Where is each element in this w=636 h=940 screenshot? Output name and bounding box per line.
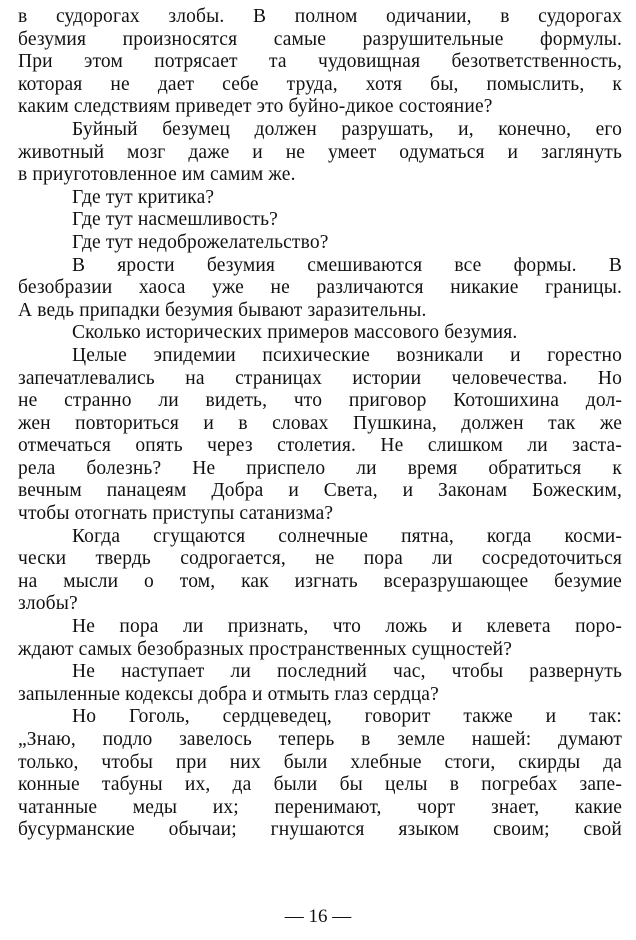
text-line: которая не дает себе труда, хотя бы, помыслить, к [18,73,622,95]
paragraph [18,119,622,187]
paragraph [18,616,622,661]
text-line: При этом потрясает та чудовищная безответственность, [18,51,622,73]
text-line: Но Гоголь, сердцеведец, говорит также и так: [72,706,622,728]
paragraph [18,345,622,526]
text-line: Сколько исторических примеров массового безумия. [72,322,518,344]
text-line: чески твердь содрогается, не пора ли сосредоточиться [18,548,622,570]
text-line: Когда сгущаются солнечные пятна, когда косми- [72,525,622,547]
text-line: вечным панацеям Добра и Света, и Законам Божеским, [18,480,622,502]
text-line: не странно ли видеть, что приговор Котошихина дол- [18,390,622,412]
text-line: на мысли о том, как изгнать всеразрушающее безумие [18,570,622,592]
page-body [18,6,622,842]
paragraph [18,661,622,706]
text-line: рела болезнь? Не приспело ли время обратиться к [18,457,622,479]
text-line: бусурманские обычаи; гнушаются языком своим; свой [18,819,622,841]
text-line: ждают самых безобразных пространственных сущностей? [18,638,513,660]
text-line: злобы? [18,593,78,615]
paragraph [18,6,622,119]
text-line: В ярости безумия смешиваются все формы. В [72,254,622,276]
text-line: Где тут недоброжелательство? [72,231,329,253]
text-line: только, чтобы при них были хлебные стоги, скирды да [18,751,622,773]
text-line: в судорогах злобы. В полном одичании, в судорогах [18,6,622,27]
paragraph [18,255,622,323]
text-line: отмечаться опять через столетия. Не слишком ли заста- [18,435,622,457]
text-line: жен повториться и в словах Пушкина, должен так же [18,412,622,434]
paragraph [18,322,622,345]
paragraph [18,209,622,232]
text-line: Целые эпидемии психические возникали и горестно [72,344,622,366]
text-line: Где тут критика? [72,186,215,208]
paragraph [18,187,622,210]
paragraph [18,232,622,255]
text-line: запыленные кодексы добра и отмыть глаз сердца? [18,683,439,705]
text-line: запечатлевались на страницах истории человечества. Но [18,367,622,389]
text-line: каким следствиям приведет это буйно-дикое состояние? [18,96,493,118]
text-line: А ведь припадки безумия бывают заразительны. [18,299,427,321]
text-line: конные табуны их, да были бы целы в погребах запе- [18,774,622,796]
text-line: Буйный безумец должен разрушать, и, конечно, его [72,118,622,140]
text-line: Где тут насмешливость? [72,209,278,231]
text-line: в приуготовленное им самим же. [18,164,296,186]
text-line: Не пора ли признать, что ложь и клевета поро- [72,616,622,638]
text-line: чатанные меды их; перенимают, чорт знает, какие [18,796,622,818]
text-line: „Знаю, подло завелось теперь в земле нашей: думают [18,729,622,750]
paragraph [18,526,622,616]
text-line: безобразии хаоса уже не различаются никакие границы. [18,277,622,299]
text-line: чтобы отогнать приступы сатанизма? [18,503,334,525]
text-line: животный мозг даже и не умеет одуматься и заглянуть [18,141,622,163]
paragraph [18,706,622,842]
page-number: — 16 — [284,906,352,927]
text-line: безумия произносятся самые разрушительные формулы. [18,28,622,50]
text-line: Не наступает ли последний час, чтобы развернуть [72,661,622,683]
